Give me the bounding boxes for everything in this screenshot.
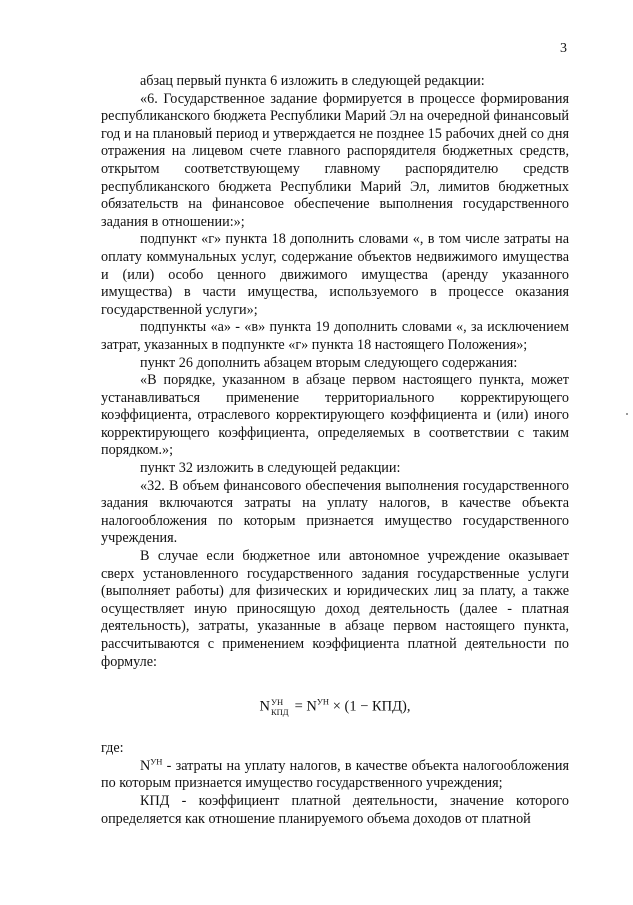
definition (101, 758, 569, 793)
formula-lhs-indices (271, 698, 291, 716)
formula-rhs-base: N (306, 698, 317, 715)
definition-text: - затраты на уплату налогов, в качестве объекта налогообложения по которым признается имущество государственного учреждения; (101, 757, 569, 792)
paragraph: подпункты «а» - «в» пункта 19 дополнить словами «, за исключением затрат, указанных в подпункте «г» пункта 18 настоящего Положения»; (101, 319, 569, 353)
paragraph: «32. В объем финансового обеспечения выполнения государственного задания включаются затраты на уплату налогов, в качестве объекта налогообложения по которым признается имущество государственного учреждения. (101, 477, 569, 547)
paragraph: «6. Государственное задание формируется в процессе формирования республиканского бюджета Республики Марий Эл на очередной финансовый год и на плановый период и утверждается не позднее 15 рабочих дней со дня отражения на лицевом счете главного распорядителя бюджетных средств, открытом соответствующему главному распорядителю средств республиканского бюджета Республики Марий Эл, лимитов бюджетных обязательств на финансовое обеспечение выполнения государственного задания в отношении:»; (101, 90, 569, 230)
formula (101, 698, 569, 716)
document-body (101, 73, 569, 828)
paragraph: пункт 26 дополнить абзацем вторым следующего содержания: (140, 354, 518, 371)
formula-equals: = (290, 698, 307, 715)
paragraph: подпункт «г» пункта 18 дополнить словами «, в том числе затраты на оплату коммунальных услуг, содержание объектов недвижимого имущества и (или) особо ценного движимого имущества (аренду указанного имущества) в части имущества, используемого в процессе оказания государственной услуги»; (101, 231, 569, 318)
paragraph: абзац первый пункта 6 изложить в следующей редакции: (140, 73, 485, 89)
definition-symbol: КПД (140, 792, 170, 809)
definition (101, 793, 569, 828)
page-number: 3 (560, 41, 567, 56)
where-label: где: (101, 740, 124, 757)
paragraph: В случае если бюджетное или автономное учреждение оказывает сверх установленного государственного задания государственные услуги (выполняет работы) для физических и юридических лиц за плату, а также осуществляет иную приносящую доход деятельность (далее - платная деятельность), затраты, указанные в абзаце первом настоящего пункта, рассчитываются с применением коэффициента платной деятельности по формуле: (101, 548, 569, 670)
definition-symbol: N (140, 757, 151, 774)
definition-symbol-sup: УН (150, 756, 163, 767)
formula-rhs-sup: УН (316, 696, 330, 707)
paragraph: «В порядке, указанном в абзаце первом настоящего пункта, может устанавливаться применение территориального корректирующего коэффициента, отраслевого корректирующего коэффициента и (или) иного корректирующего коэффициента, определяемых в соответствии с таким порядком.»; (101, 372, 569, 459)
formula-lhs-sub: КПД (270, 707, 289, 718)
definition-text: - коэффициент платной деятельности, значение которого определяется как отношение планируемого объема доходов от платной (101, 792, 569, 827)
paragraph: пункт 32 изложить в следующей редакции: (140, 460, 401, 477)
formula-lhs-sup: УН (270, 697, 284, 708)
formula-lhs-base: N (259, 698, 270, 715)
scan-speck (626, 413, 628, 415)
formula-rhs-rest: × (1 − КПД), (329, 698, 411, 715)
